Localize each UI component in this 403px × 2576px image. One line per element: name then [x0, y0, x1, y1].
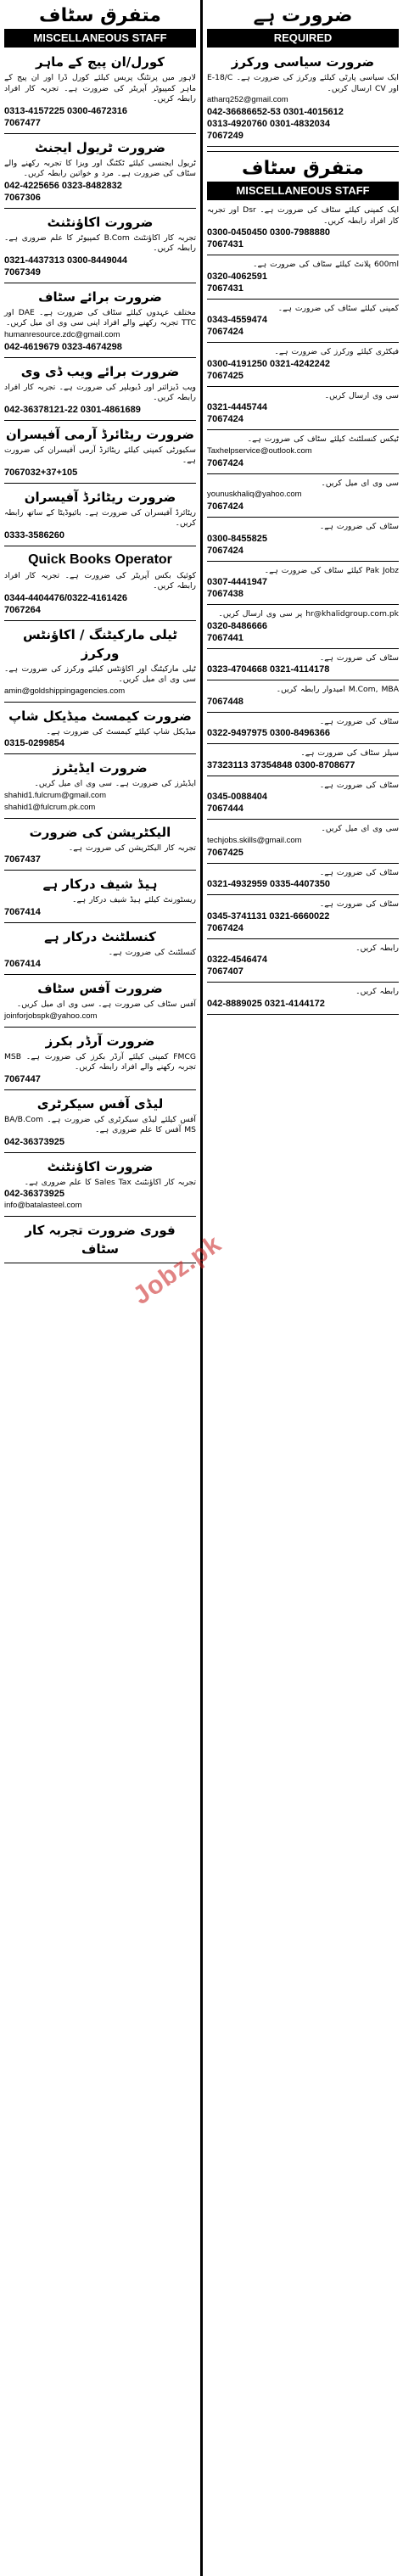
ad-body: ٹریول ایجنسی کیلئے ٹکٹنگ اور ویزا کا تجربہ رکھنے والے سٹاف کی ضرورت ہے۔ مرد و خواتین رابطہ کریں۔: [4, 158, 196, 178]
ad-listing: [4, 1157, 196, 1218]
ad-body: ایک سیاسی پارٹی کیلئے ورکرز کی ضرورت ہے۔ E-18/C اور CV ارسال کریں۔: [207, 73, 399, 93]
ad-separator: [207, 342, 399, 343]
ad-listing: [207, 899, 399, 939]
ad-phone: 7067424: [207, 414, 243, 424]
ad-body: ریٹائرڈ آفیسران کی ضرورت ہے۔ بائیوڈیٹا کے ساتھ رابطہ کریں۔: [4, 507, 196, 528]
ad-title: کورل/ان پیج کے ماہر: [36, 54, 165, 70]
ad-separator: [4, 1152, 196, 1153]
ad-phone: 042-36373925: [4, 1189, 64, 1199]
right-ads2-list: [207, 205, 399, 1015]
ad-phone: 042-36373925: [4, 1136, 64, 1147]
ad-listing: [207, 347, 399, 387]
ad-body: سی وی ای میل کریں۔: [321, 824, 399, 833]
ad-separator: [4, 1089, 196, 1090]
ad-listing: [207, 391, 399, 431]
ad-separator: [207, 712, 399, 713]
ad-listing: [4, 927, 196, 976]
ad-separator: [207, 146, 399, 147]
ad-listing: [4, 875, 196, 923]
ad-phone: 0323-4704668 0321-4114178: [207, 664, 330, 675]
ad-separator: [207, 386, 399, 387]
ad-phone: 7067437: [4, 854, 41, 865]
ad-title: ضرورت اکاؤنٹنٹ: [47, 214, 154, 230]
ad-listing: [4, 425, 196, 484]
ad-title: ضرورت ریٹائرڈ آفیسران: [24, 489, 176, 505]
ad-phone: 0333-3586260: [4, 529, 64, 540]
ad-email: atharq252@gmail.com: [207, 95, 288, 104]
ad-listing: [207, 653, 399, 681]
ad-listing: [4, 707, 196, 755]
ad-body: ٹیکس کنسلٹنٹ کیلئے سٹاف کی ضرورت ہے۔: [247, 434, 399, 444]
ad-phone: 042-36686652-53 0301-4015612: [207, 107, 344, 117]
ad-listing: [207, 434, 399, 474]
ad-listing: [207, 781, 399, 820]
ad-phone: 7067424: [207, 922, 243, 933]
ad-title: ضرورت کیمسٹ میڈیکل شاپ: [8, 708, 192, 724]
left-header-urdu: متفرق سٹاف: [39, 5, 161, 26]
ad-phone: 7067477: [4, 117, 41, 128]
ad-separator: [207, 473, 399, 474]
ad-listing: [4, 759, 196, 819]
right-column: [203, 0, 403, 2576]
ad-title: ضرورت ایڈیٹرز: [53, 760, 148, 776]
ad-listing: [207, 566, 399, 606]
ad-separator: [207, 429, 399, 430]
ad-title: فوری ضرورت تجربہ کار سٹاف: [25, 1223, 176, 1257]
ad-title: الیکٹریشن کی ضرورت: [29, 824, 171, 840]
ad-separator: [207, 894, 399, 895]
ad-body: M.Com, MBA امیدوار رابطہ کریں۔: [276, 685, 399, 694]
ad-separator: [207, 648, 399, 649]
left-ads-list: [4, 53, 196, 1263]
ad-phone: 7067448: [207, 696, 243, 707]
ad-listing: [207, 304, 399, 344]
left-header-english: MISCELLANEOUS STAFF: [4, 29, 196, 48]
ad-body: سی وی ارسال کریں۔: [324, 390, 399, 400]
ad-phone: 0313-4920760 0301-4832034: [207, 119, 330, 129]
ad-phone: 0313-4157225 0300-4672316: [4, 105, 127, 116]
ad-body: FMCG کمپنی کیلئے آرڈر بکرز کی ضرورت ہے۔ MSB تجربہ رکھنے والے افراد رابطہ کریں۔: [4, 1051, 196, 1072]
ad-phone: 7067431: [207, 283, 243, 294]
ad-separator: [207, 1014, 399, 1015]
ad-separator: [4, 1027, 196, 1028]
ad-phone: 0344-4404476/0322-4161426: [4, 592, 127, 603]
ad-separator: [207, 517, 399, 518]
right-header-urdu: ضرورت ہے: [253, 5, 353, 26]
ad-phone: 7067424: [207, 501, 243, 512]
ad-phone: 042-4225656 0323-8482832: [4, 180, 122, 191]
ad-phone: 7067441: [207, 632, 243, 643]
ad-phone: 7067414: [4, 906, 41, 917]
ad-listing: [207, 479, 399, 518]
ad-listing: [4, 138, 196, 209]
ad-body: ٹیلی مارکیٹنگ اور اکاؤنٹس کیلئے ورکرز کی ضرورت ہے۔ سی وی ای میل کریں۔: [4, 664, 196, 684]
ad-email: techjobs.skills@gmail.com: [207, 835, 302, 845]
ad-separator: [207, 561, 399, 562]
ad-phone: 7067424: [207, 457, 243, 468]
ad-title: لیڈی آفس سیکرٹری: [36, 1095, 164, 1112]
ad-body: 600ml پلانٹ کیلئے سٹاف کی ضرورت ہے۔: [253, 260, 399, 269]
ad-separator: [207, 982, 399, 983]
ad-title: ہیڈ شیف درکار ہے: [42, 876, 158, 892]
ad-body: میڈیکل شاپ کیلئے کیمسٹ کی ضرورت ہے۔: [46, 726, 196, 736]
ad-phone: 0322-4546474: [207, 955, 267, 965]
ad-phone: 37323113 37354848 0300-8708677: [207, 759, 355, 770]
right-header-english: REQUIRED: [207, 29, 399, 48]
ad-email: info@batalasteel.com: [4, 1201, 82, 1210]
ad-body: سٹاف کی ضرورت ہے۔: [319, 899, 399, 909]
ad-phone: 0321-4932959 0335-4407350: [207, 879, 330, 889]
ad-phone: 7067414: [4, 959, 41, 969]
ad-title: ضرورت برائے ویب ڈی وی: [20, 363, 180, 379]
ad-listing: [207, 53, 399, 147]
section-divider: [207, 151, 399, 152]
ad-listing: [207, 748, 399, 776]
ad-body: سٹاف کی ضرورت ہے۔: [319, 867, 399, 877]
ad-body: آفس سٹاف کی ضرورت ہے۔ سی وی ای میل کریں۔: [16, 1000, 196, 1009]
ad-listing: [207, 609, 399, 649]
ad-separator: [4, 620, 196, 621]
ad-title: کنسلٹنٹ درکار ہے: [44, 928, 156, 944]
ad-phone: 7067431: [207, 239, 243, 249]
ad-email: younuskhaliq@yahoo.com: [207, 490, 302, 499]
ad-body: Pak Jobz کیلئے سٹاف کی ضرورت ہے۔: [264, 565, 399, 575]
ad-email: amin@goldshippingagencies.com: [4, 686, 126, 696]
ad-phone: 0345-3741131 0321-6660022: [207, 910, 330, 921]
ad-phone: 7067264: [4, 604, 41, 615]
ad-listing: [207, 987, 399, 1015]
ad-body: ویب ڈیزائنر اور ڈیویلپر کی ضرورت ہے۔ تجربہ کار افراد رابطہ کریں۔: [4, 382, 196, 402]
ad-body: کنسلٹنٹ کی ضرورت ہے۔: [108, 947, 196, 957]
ad-separator: [4, 483, 196, 484]
ad-phone: 7067425: [207, 847, 243, 858]
ad-listing: [4, 979, 196, 1028]
ad-email: shahid1@fulcrum.pk.com: [4, 802, 96, 812]
ad-title: ضرورت ریٹائرڈ آرمی آفیسران: [5, 426, 195, 442]
ad-separator: [4, 974, 196, 975]
ad-title: Quick Books Operator: [28, 552, 172, 567]
ad-listing: [4, 362, 196, 421]
ad-title: ضرورت اکاؤنٹنٹ: [47, 1158, 154, 1174]
ad-phone: 0300-0450450 0300-7988880: [207, 227, 330, 238]
ad-body: رابطہ کریں۔: [355, 943, 399, 953]
ad-listing: [207, 944, 399, 983]
ad-separator: [4, 818, 196, 819]
ad-title: ضرورت آرڈر بکرز: [45, 1033, 155, 1049]
ad-listing: [4, 823, 196, 871]
ad-separator: [4, 420, 196, 421]
ad-listing: [207, 685, 399, 713]
ad-email: shahid1.fulcrum@gmail.com: [4, 790, 106, 800]
ad-separator: [207, 819, 399, 820]
ad-email: humanresource.zdc@gmail.com: [4, 329, 120, 339]
right-header2-english: MISCELLANEOUS STAFF: [207, 182, 399, 200]
ad-separator: [4, 1216, 196, 1217]
ad-phone: 7067306: [4, 192, 41, 203]
ad-phone: 042-8889025 0321-4144172: [207, 998, 325, 1009]
ad-phone: 7067425: [207, 370, 243, 381]
ad-separator: [207, 938, 399, 939]
ad-body: فیکٹری کیلئے ورکرز کی ضرورت ہے۔: [274, 347, 399, 356]
ad-listing: [4, 1221, 196, 1263]
ad-separator: [4, 922, 196, 923]
ad-separator: [4, 208, 196, 209]
ad-body: ایڈیٹرز کی ضرورت ہے۔ سی وی ای میل کریں۔: [34, 779, 196, 788]
ad-phone: 0345-0088404: [207, 792, 267, 802]
ad-body: سٹاف کی ضرورت ہے۔: [319, 522, 399, 531]
right-ads-list: [207, 53, 399, 147]
ad-body: سکیورٹی کمپنی کیلئے ریٹائرڈ آرمی آفیسران کی ضرورت ہے۔: [4, 445, 196, 465]
ad-email: joinforjobspk@yahoo.com: [4, 1011, 98, 1021]
ad-body: مختلف عہدوں کیلئے سٹاف کی ضرورت ہے۔ DAE اور TTC تجربہ رکھنے والے افراد اپنی سی وی ای میل کریں۔: [4, 307, 196, 328]
ad-phone: 042-4619679 0323-4674298: [4, 341, 122, 352]
ad-phone: 042-36378121-22 0301-4861689: [4, 404, 141, 415]
ad-separator: [4, 870, 196, 871]
ad-phone: 0321-4445744: [207, 402, 267, 412]
ad-phone: 0315-0299854: [4, 738, 64, 748]
ad-listing: [4, 1032, 196, 1090]
ad-title: ضرورت آفس سٹاف: [37, 981, 163, 996]
ad-body: رابطہ کریں۔: [355, 987, 399, 996]
ad-phone: 7067349: [4, 266, 41, 277]
ad-title: ضرورت سیاسی ورکرز: [231, 54, 375, 70]
ad-listing: [207, 824, 399, 864]
ad-phone: 0320-4062591: [207, 271, 267, 282]
ad-listing: [4, 288, 196, 358]
ad-body: لاہور میں پرنٹنگ پریس کیلئے کورل ڈرا اور ان پیج کے ماہر کمپیوٹر آپریٹر کی ضرورت ہے۔ تجربہ کار افراد رابطہ کریں۔: [4, 73, 196, 104]
ad-listing: [4, 213, 196, 283]
ad-body: سٹاف کی ضرورت ہے۔: [319, 780, 399, 790]
ad-phone: 0300-4191250 0321-4242242: [207, 358, 330, 369]
ad-body: تجربہ کار الیکٹریشن کی ضرورت ہے۔: [68, 843, 196, 853]
ad-phone: 0307-4441947: [207, 577, 267, 587]
ad-body: ایک کمپنی کیلئے سٹاف کی ضرورت ہے۔ Dsr اور تجربہ کار افراد رابطہ کریں۔: [207, 205, 399, 226]
ad-body: hr@khalidgroup.com.pk پر سی وی ارسال کریں۔: [218, 609, 399, 619]
ad-phone: 0343-4559474: [207, 315, 267, 325]
ad-email: Taxhelpservice@outlook.com: [207, 445, 312, 456]
ad-title: ٹیلی مارکیٹنگ / اکاؤنٹس ورکرز: [23, 626, 177, 661]
ad-body: ریسٹورنٹ کیلئے ہیڈ شیف درکار ہے۔: [72, 895, 196, 904]
ad-listing: [4, 53, 196, 134]
ad-body: سٹاف کی ضرورت ہے۔: [319, 716, 399, 726]
ad-body: سیلز سٹاف کی ضرورت ہے۔: [300, 748, 399, 758]
ad-phone: 7067424: [207, 545, 243, 556]
ad-body: سٹاف کی ضرورت ہے۔: [319, 652, 399, 663]
ad-separator: [207, 299, 399, 300]
ad-listing: [4, 1095, 196, 1153]
ad-separator: [4, 133, 196, 134]
ad-phone: 7067447: [4, 1073, 41, 1084]
ad-phone: 7067438: [207, 589, 243, 599]
ad-phone: 0321-4437313 0300-8449044: [4, 255, 127, 266]
ad-phone: 0300-8455825: [207, 533, 267, 544]
ad-listing: [207, 717, 399, 745]
ad-phone: 0322-9497975 0300-8496366: [207, 728, 330, 738]
ad-separator: [4, 357, 196, 358]
watermark: Jobz.pk: [127, 1229, 227, 1311]
ad-phone: 7067444: [207, 804, 243, 814]
ad-body: کوئیک بکس آپریٹر کی ضرورت ہے۔ تجربہ کار افراد رابطہ کریں۔: [4, 570, 196, 591]
ad-body: کمپنی کیلئے سٹاف کی ضرورت ہے۔: [277, 303, 399, 313]
ad-phone: 7067249: [207, 131, 243, 141]
right-header2-urdu: متفرق سٹاف: [242, 158, 364, 179]
ad-body: تجربہ کار اکاؤنٹنٹ Sales Tax کا علم ضروری ہے۔: [24, 1177, 196, 1187]
ad-body: سی وی ای میل کریں۔: [321, 478, 399, 488]
ad-phone: 7067032+37+105: [4, 467, 78, 478]
ad-listing: [207, 260, 399, 300]
ad-separator: [4, 753, 196, 754]
ad-body: آفس کیلئے لیڈی سیکرٹری کی ضرورت ہے۔ BA/B.Com MS آفس کا علم ضروری ہے۔: [4, 1114, 196, 1134]
ad-phone: 7067424: [207, 327, 243, 337]
ad-listing: [4, 625, 196, 703]
ad-separator: [207, 743, 399, 744]
ad-separator: [207, 604, 399, 605]
ad-body: تجربہ کار اکاؤنٹنٹ B.Com کمپیوٹر کا علم ضروری ہے۔ رابطہ کریں۔: [4, 232, 197, 253]
ad-phone: 7067407: [207, 966, 243, 977]
ad-separator: [4, 702, 196, 703]
ad-listing: [4, 488, 196, 546]
ad-phone: 0320-8486666: [207, 620, 267, 631]
ad-title: ضرورت ٹریول ایجنٹ: [35, 139, 165, 155]
ad-listing: [207, 205, 399, 255]
ad-listing: [4, 551, 196, 621]
ad-listing: [207, 522, 399, 562]
ad-listing: [207, 868, 399, 896]
ad-separator: [207, 863, 399, 864]
ad-title: ضرورت برائے سٹاف: [38, 288, 162, 305]
